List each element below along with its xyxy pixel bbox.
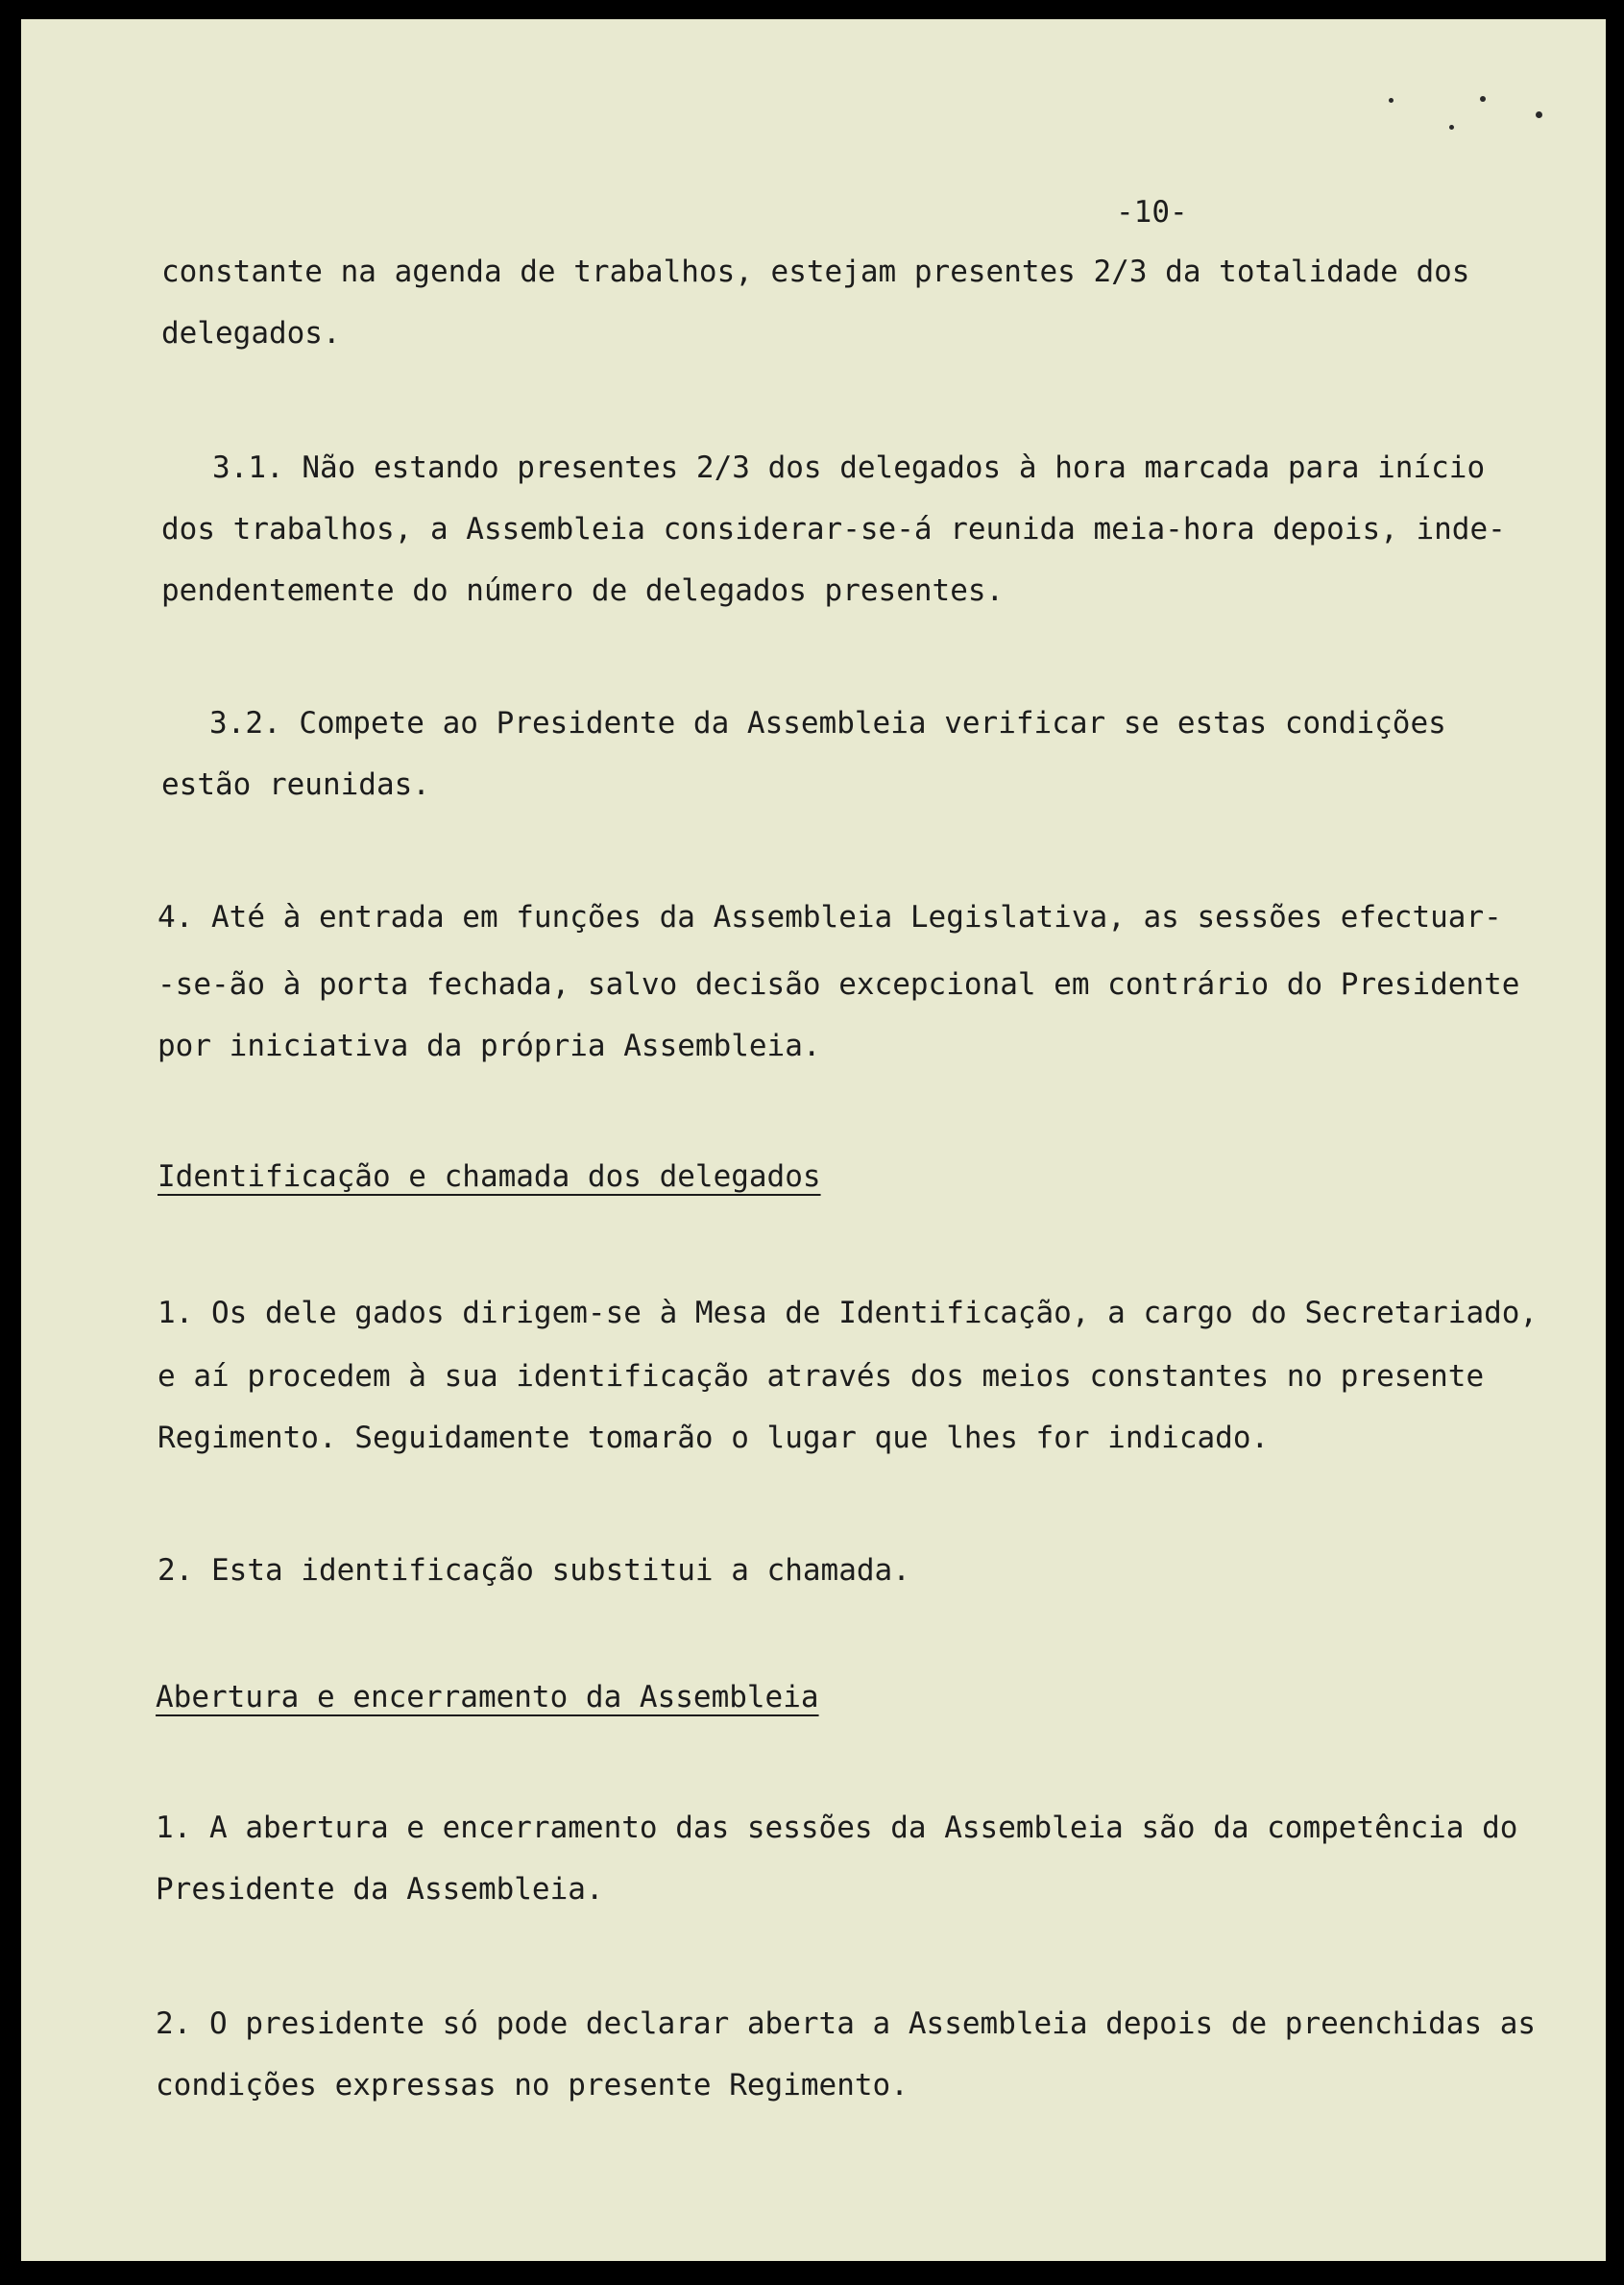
text-line: 2. O presidente só pode declarar aberta a Assembleia depois de preenchidas as: [156, 2006, 1537, 2041]
text-line: Presidente da Assembleia.: [156, 1872, 604, 1907]
ink-speck: [1480, 96, 1486, 102]
ink-speck: [1449, 125, 1454, 130]
text-line: 3.1. Não estando presentes 2/3 dos delegados à hora marcada para início: [212, 450, 1486, 485]
section-heading: Abertura e encerramento da Assembleia: [156, 1680, 819, 1714]
text-line: delegados.: [161, 316, 341, 351]
text-line: por iniciativa da própria Assembleia.: [158, 1029, 821, 1063]
text-line: -se-ão à porta fechada, salvo decisão excepcional em contrário do Presidente: [158, 967, 1520, 1002]
text-line: dos trabalhos, a Assembleia considerar-se-á reunida meia-hora depois, inde-: [161, 512, 1506, 547]
text-line: pendentemente do número de delegados presentes.: [161, 573, 1005, 608]
text-line: Regimento. Seguidamente tomarão o lugar que lhes for indicado.: [158, 1421, 1270, 1455]
text-line: 1. A abertura e encerramento das sessões da Assembleia são da competência do: [156, 1811, 1518, 1845]
page-number: -10-: [1116, 195, 1188, 230]
typewritten-page: [21, 19, 1606, 2261]
text-line: 1. Os dele gados dirigem-se à Mesa de Identificação, a cargo do Secretariado,: [158, 1296, 1539, 1330]
text-line: condições expressas no presente Regimento.: [156, 2068, 909, 2103]
text-line: 3.2. Compete ao Presidente da Assembleia verificar se estas condições: [209, 706, 1446, 741]
text-line: 2. Esta identificação substitui a chamada.: [158, 1553, 910, 1588]
text-line: estão reunidas.: [161, 767, 430, 802]
ink-speck: [1536, 111, 1542, 118]
text-line: constante na agenda de trabalhos, estejam presentes 2/3 da totalidade dos: [161, 255, 1470, 289]
section-heading: Identificação e chamada dos delegados: [158, 1159, 821, 1194]
text-line: 4. Até à entrada em funções da Assembleia Legislativa, as sessões efectuar-: [158, 900, 1502, 935]
text-line: e aí procedem à sua identificação através dos meios constantes no presente: [158, 1359, 1485, 1394]
ink-speck: [1389, 98, 1394, 103]
